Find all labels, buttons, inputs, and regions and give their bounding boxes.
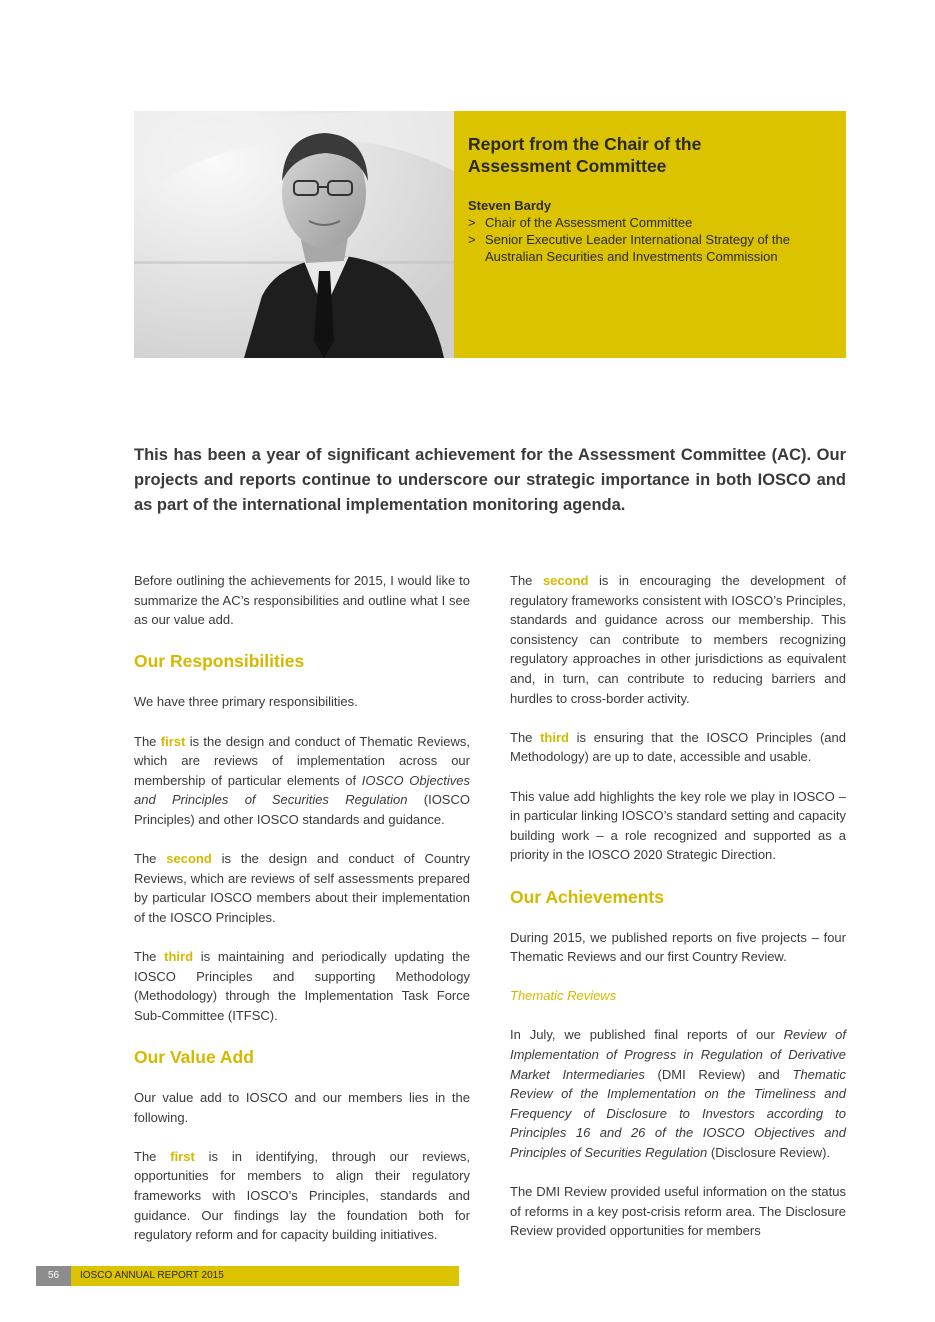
running-title: IOSCO ANNUAL REPORT 2015 <box>80 1270 224 1281</box>
disclosure-review-title: Thematic Review of the Implementation on the Timeliness and Frequency of Disclosure to Investors according to Principles 16 and 26 of the IOSCO Objectives and Principles of Securities Regulation <box>510 1066 846 1161</box>
keyword-third: third <box>540 729 569 745</box>
july-reports-paragraph <box>510 1025 846 1162</box>
dmi-review-paragraph: The DMI Review provided useful information on the status of reforms in a key post-crisis reform area. The Disclosure Review provided opportunities for members <box>510 1184 846 1239</box>
value-add-intro: Our value add to IOSCO and our members lies in the following. <box>134 1090 470 1125</box>
iosco-principles-title: IOSCO Objectives and Principles of Securities Regulation <box>134 772 470 808</box>
value-add-summary: This value add highlights the key role we play in IOSCO – in particular linking IOSCO’s standard setting and capacity building work – a role recognized and supported as a priority in the IOSCO 2020 Strategic Direction. <box>510 788 846 863</box>
chair-role-item <box>468 214 832 231</box>
responsibility-second <box>134 849 470 927</box>
value-add-first <box>134 1147 470 1245</box>
heading-achievements: Our Achievements <box>510 886 664 907</box>
chair-info-panel <box>454 111 846 358</box>
responsibility-first <box>134 732 470 830</box>
july-text-a: In July, we published final reports of our <box>510 1027 775 1043</box>
responsibility-first-text: is the design and conduct of Thematic Reviews, which are reviews of implementation across our membership of particular elements of <box>134 733 470 788</box>
heading-responsibilities: Our Responsibilities <box>134 651 305 672</box>
keyword-second: second <box>166 851 212 867</box>
word-the: The <box>134 1148 157 1164</box>
keyword-third: third <box>164 949 194 965</box>
chair-role-text: Chair of the Assessment Committee <box>485 215 693 230</box>
page-footer <box>36 1266 459 1286</box>
report-title-line1: Report from the Chair of the <box>468 134 702 154</box>
right-column <box>510 571 846 1261</box>
heading-value-add: Our Value Add <box>134 1047 254 1068</box>
left-column <box>134 571 470 1264</box>
word-the: The <box>510 573 533 588</box>
achievements-intro: During 2015, we published reports on five projects – four Thematic Reviews and our first Country Review. <box>510 929 846 965</box>
word-the: The <box>510 729 533 745</box>
word-the: The <box>134 851 157 867</box>
value-add-second <box>510 571 846 708</box>
value-add-third <box>510 728 846 767</box>
keyword-first: first <box>170 1148 195 1164</box>
report-title <box>468 133 832 177</box>
responsibility-first-text-end: (IOSCO Principles) and other IOSCO standards and guidance. <box>134 792 470 827</box>
responsibility-third <box>134 947 470 1025</box>
chair-portrait-photo <box>134 111 454 358</box>
july-text-c: (Disclosure Review). <box>710 1145 831 1161</box>
value-add-second-text: is in encouraging the development of regulatory frameworks consistent with IOSCO’s Principles, standards and guidance across our membership. This consistency can contribute to members recognizing regulatory approaches in other jurisdictions as equivalent and, in turn, can contribute to reducing barriers and hurdles to cross-border activity. <box>510 573 846 706</box>
responsibility-second-text: is the design and conduct of Country Reviews, which are reviews of self assessments prepared by particular IOSCO members about their implementation of the IOSCO Principles. <box>134 851 470 925</box>
value-add-first-text: is in identifying, through our reviews, opportunities for members to align their regulatory frameworks with IOSCO’s Principles, standards and guidance. Our findings lay the foundation both for regulatory reform and for capacity building initiatives. <box>134 1148 470 1243</box>
page-number: 56 <box>36 1266 71 1286</box>
keyword-second: second <box>542 573 589 588</box>
july-text-b: (DMI Review) and <box>657 1066 780 1082</box>
responsibilities-intro: We have three primary responsibilities. <box>134 694 358 710</box>
keyword-first: first <box>160 733 186 749</box>
chair-name: Steven Bardy <box>468 198 552 213</box>
word-the: The <box>134 733 157 749</box>
dmi-review-title: Review of Implementation of Progress in Regulation of Derivative Market Intermediaries <box>510 1027 846 1082</box>
subheading-thematic-reviews: Thematic Reviews <box>510 988 617 1004</box>
portrait-illustration <box>134 111 454 358</box>
chair-role-item <box>468 231 832 265</box>
lead-paragraph: This has been a year of significant achievement for the Assessment Committee (AC). Our projects and reports continue to underscore our strategic importance in both IOSCO and as part of the international implementation monitoring agenda. <box>134 446 846 514</box>
responsibility-third-text: is maintaining and periodically updating the IOSCO Principles and supporting Methodology (Methodology) through the Implementation Task Force Sub-Committee (ITFSC). <box>134 949 470 1023</box>
chair-role-text-line2: Australian Securities and Investments Commission <box>485 249 778 264</box>
intro-paragraph: Before outlining the achievements for 2015, I would like to summarize the AC’s responsibilities and outline what I see as our value add. <box>134 573 470 628</box>
word-the: The <box>134 949 157 965</box>
value-add-third-text: is ensuring that the IOSCO Principles (and Methodology) are up to date, accessible and usable. <box>510 729 846 765</box>
bullet-arrow-icon: > <box>468 215 476 230</box>
bullet-arrow-icon: > <box>468 232 476 247</box>
chair-role-text-line1: Senior Executive Leader International Strategy of the <box>485 232 790 247</box>
report-title-line2: Assessment Committee <box>468 156 667 176</box>
